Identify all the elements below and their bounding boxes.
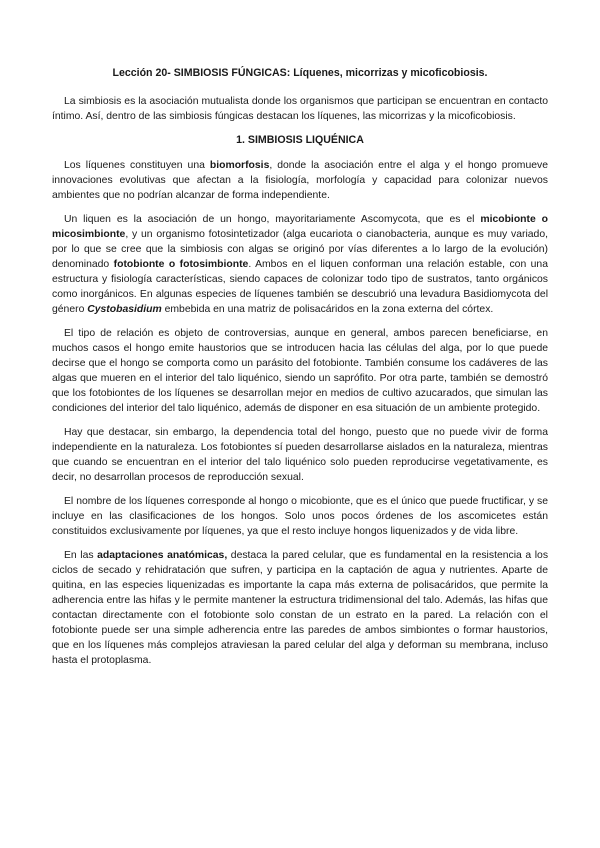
text-run: , y un organismo fotosintetizador (alga eucariota o cianobacteria, aunque es muy variado, por lo que se cree que la simbiosis con algas se originó por vías diferentes a lo largo de la evolución) denominado (52, 229, 548, 270)
italic-bold-term (87, 304, 161, 315)
paragraph-biomorfosis (52, 158, 548, 203)
paragraph-naming: El nombre de los líquenes corresponde al hongo o micobionte, que es el único que puede fructificar, y se incluye en las clasificaciones de los hongos. Solo unos pocos órdenes de los ascomicetes están constituidos exclusivamente por líquenes, ya que el resto incluye hongos liquenizados y de vida libre. (52, 496, 548, 537)
paragraph-definition (52, 212, 548, 317)
paragraph-dependence: Hay que destacar, sin embargo, la dependencia total del hongo, puesto que no puede vivir de forma independiente en la naturaleza. Los fotobiontes sí pueden desarrollarse aislados en la naturaleza, mientras que cuando se encuentran en el interior del talo liquénico solo pueden reproducirse vegetativamente, es decir, no desarrollan procesos de reproducción sexual. (52, 427, 548, 483)
text-run: destaca la pared celular, que es fundamental en la resistencia a los ciclos de secado y rehidratación que sufren, y participa en la captación de agua y nutrientes. Aparte de quitina, en las especies liquenizadas es importante la capa más externa de polisacáridos, que permite la adherencia entre las hifas y le permite mantener la estructura tridimensional del talo. Además, las hifas que contactan directamente con el fotobionte solo constan de un estrato en la pared. La relación con el fotobionte puede ser una simple adherencia entre las paredes de ambos simbiontes o formar haustorios, que en los líquenes más complejos atraviesan la pared celular del alga y deforman su membrana, incluso hasta el protoplasma. (52, 550, 549, 666)
text-run: Los líquenes constituyen una (64, 160, 210, 171)
document-title: Lección 20- SIMBIOSIS FÚNGICAS: Líquenes, micorrizas y micoficobiosis. (112, 67, 488, 79)
section-title: 1. SIMBIOSIS LIQUÉNICA (236, 134, 364, 146)
text-run: embebida en una matriz de polisacáridos en la zona externa del córtex. (161, 304, 494, 315)
intro-paragraph: La simbiosis es la asociación mutualista donde los organismos que participan se encuentran en contacto íntimo. Así, dentro de las simbiosis fúngicas destacan los líquenes, las micorrizas y la micoficobiosis. (52, 96, 548, 122)
bold-term: micobionte o micosimbionte (52, 214, 548, 240)
text-run: . Ambos en el liquen conforman una relación estable, con una estructura y fisiología características, siendo capaces de colonizar todo tipo de sustratos, tanto orgánicos como inorgánicos. En algunas especies de líquenes también se descubrió una levadura Basidiomycota del género (52, 259, 548, 315)
paragraph-anatomical-adaptations (52, 548, 548, 668)
document-page (52, 66, 548, 677)
bold-term: biomorfosis (209, 160, 270, 171)
text-run: , donde la asociación entre el alga y el hongo promueve innovaciones evolutivas que afectan a la fisiología, morfología y capacidad para colonizar nuevos ambientes que no podrían alcanzar de forma independiente. (52, 160, 548, 201)
text-run: Un liquen es la asociación de un hongo, mayoritariamente Ascomycota, que es el (64, 214, 481, 225)
text-run: En las (64, 550, 98, 561)
genus-name: Cystobasidium (87, 304, 162, 315)
paragraph-relation-type: El tipo de relación es objeto de controversias, aunque en general, ambos parecen beneficiarse, en muchos casos el hongo emite haustorios que se introducen hacia las células del alga, por lo que puede decirse que el hongo se comporta como un parásito del fotobionte. También consume los cadáveres de las algas que mueren en el interior del talo liquénico, siendo un saprófito. Por otra parte, también se demostró que los fotobiontes de los líquenes se desarrollan mejor en medios de cultivo azucarados, que simulan las condiciones del interior del talo liquénico, además de disponer en esa situación de un ambiente protegido. (52, 328, 548, 414)
bold-term: adaptaciones anatómicas, (97, 550, 228, 561)
bold-term: fotobionte o fotosimbionte (113, 259, 249, 270)
